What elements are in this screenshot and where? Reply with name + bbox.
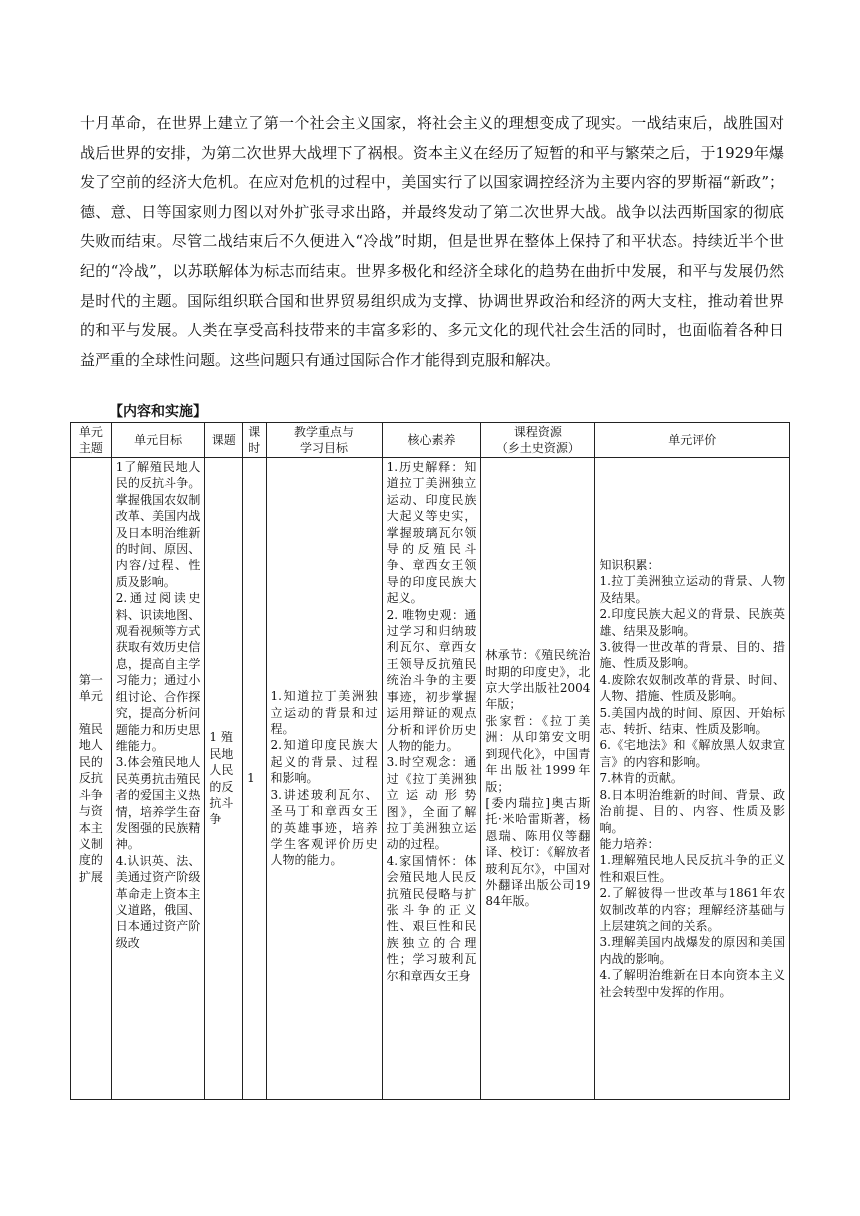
- cell-resources: 林承节：《殖民统治时期的印度史》，北京大学出版社2004年版； 张家哲：《拉丁美洲：从印第安文明到现代化》，中国青年出版社1999年版； [委内瑞拉]奥古斯托·米哈雷斯著，杨恩瑞、陈用仪等翻译、校订：《解放者玻利瓦尔》，中国对外翻译出版公司1984年版。: [481, 458, 595, 1100]
- cell-unit-theme: 第一 单元 殖民 地人 民的 反抗 斗争 与资 本主 义制 度的 扩展: [71, 458, 112, 1100]
- header-period: 课 时: [243, 423, 266, 458]
- header-resources: 课程资源 （乡土史资源）: [481, 423, 595, 458]
- cell-literacy: 1.历史解释：知道拉丁美洲独立运动、印度民族大起义等史实，掌握玻璃瓦尔领导的反殖民斗争、章西女王领导的印度民族大起义。 2. 唯物史观：通过学习和归纳玻利瓦尔、章西女王领导反抗殖民统治斗争的主要事迹，初步掌握运用辩证的观点分析和评价历史人物的能力。 3.时空观念：通过《拉丁美洲独立运动形势图》，全面了解拉丁美洲独立运动的过程。 4.家国情怀：体会殖民地人民反抗殖民侵略与扩张斗争的正义性、艰巨性和民族独立的合理性；学习玻利瓦尔和章西女王身: [382, 458, 481, 1100]
- table-header-row: [71, 423, 790, 458]
- table-row: [71, 458, 790, 1100]
- cell-evaluation: 知识积累： 1.拉丁美洲独立运动的背景、人物及结果。 2.印度民族大起义的背景、民族英雄、结果及影响。 3.彼得一世改革的背景、目的、措施、性质及影响。 4.废除农奴制改革的背景、时间、人物、措施、性质及影响。 5.美国内战的时间、原因、开始标志、转折、结束、性质及影响。 6.《宅地法》和《解放黑人奴隶宣言》的内容和影响。 7.林肯的贡献。 8.日本明治维新的时间、背景、政治前提、目的、内容、性质及影响。 能力培养： 1.理解殖民地人民反抗斗争的正义性和艰巨性。 2.了解彼得一世改革与1861年农奴制改革的内容；理解经济基础与上层建筑之间的关系。 3.理解美国内战爆发的原因和美国内战的影响。 4.了解明治维新在日本向资本主义社会转型中发挥的作用。: [595, 458, 790, 1100]
- header-focus: 教学重点与 学习目标: [266, 423, 382, 458]
- cell-topic: 1 殖 民地 人民 的反 抗斗 争: [205, 458, 243, 1100]
- header-evaluation: 单元评价: [595, 423, 790, 458]
- header-literacy: 核心素养: [382, 423, 481, 458]
- unit-plan-table: [70, 422, 790, 1100]
- header-topic: 课题: [205, 423, 243, 458]
- cell-focus: 1.知道拉丁美洲独立运动的背景和过程。 2.知道印度民族大起义的背景、过程和影响。 3.讲述玻利瓦尔、圣马丁和章西女王的英雄事迹，培养学生客观评价历史人物的能力。: [266, 458, 382, 1100]
- intro-paragraph: 十月革命，在世界上建立了第一个社会主义国家，将社会主义的理想变成了现实。一战结束后，战胜国对战后世界的安排，为第二次世界大战埋下了祸根。资本主义在经历了短暂的和平与繁荣之后，于1929年爆发了空前的经济大危机。在应对危机的过程中，美国实行了以国家调控经济为主要内容的罗斯福“新政”；德、意、日等国家则力图以对外扩张寻求出路，并最终发动了第二次世界大战。战争以法西斯国家的彻底失败而结束。尽管二战结束后不久便进入“冷战”时期，但是世界在整体上保持了和平状态。持续近半个世纪的“冷战”，以苏联解体为标志而结束。世界多极化和经济全球化的趋势在曲折中发展，和平与发展仍然是时代的主题。国际组织联合国和世界贸易组织成为支撑、协调世界政治和经济的两大支柱，推动着世界的和平与发展。人类在享受高科技带来的丰富多彩的、多元文化的现代社会生活的同时，也面临着各种日益严重的全球性问题。这些问题只有通过国际合作才能得到克服和解决。: [80, 114, 784, 369]
- cell-period: 1: [243, 458, 266, 1100]
- header-unit-theme: 单元 主题: [71, 423, 112, 458]
- header-unit-goal: 单元目标: [111, 423, 205, 458]
- section-heading: 【内容和实施】: [109, 404, 207, 420]
- cell-unit-goal: 1了解殖民地人民的反抗斗争。掌握俄国农奴制改革、美国内战及日本明治维新的时间、原因、内容/过程、性质及影响。 2.通过阅读史料、识读地图、观看视频等方式获取有效历史信息，提高自主学习能力；通过小组讨论、合作探究，提高分析问题能力和历史思维能力。 3.体会殖民地人民英勇抗击殖民者的爱国主义热情，培养学生奋发图强的民族精神。 4.认识英、法、美通过资产阶级革命走上资本主义道路，俄国、日本通过资产阶级改: [111, 458, 205, 1100]
